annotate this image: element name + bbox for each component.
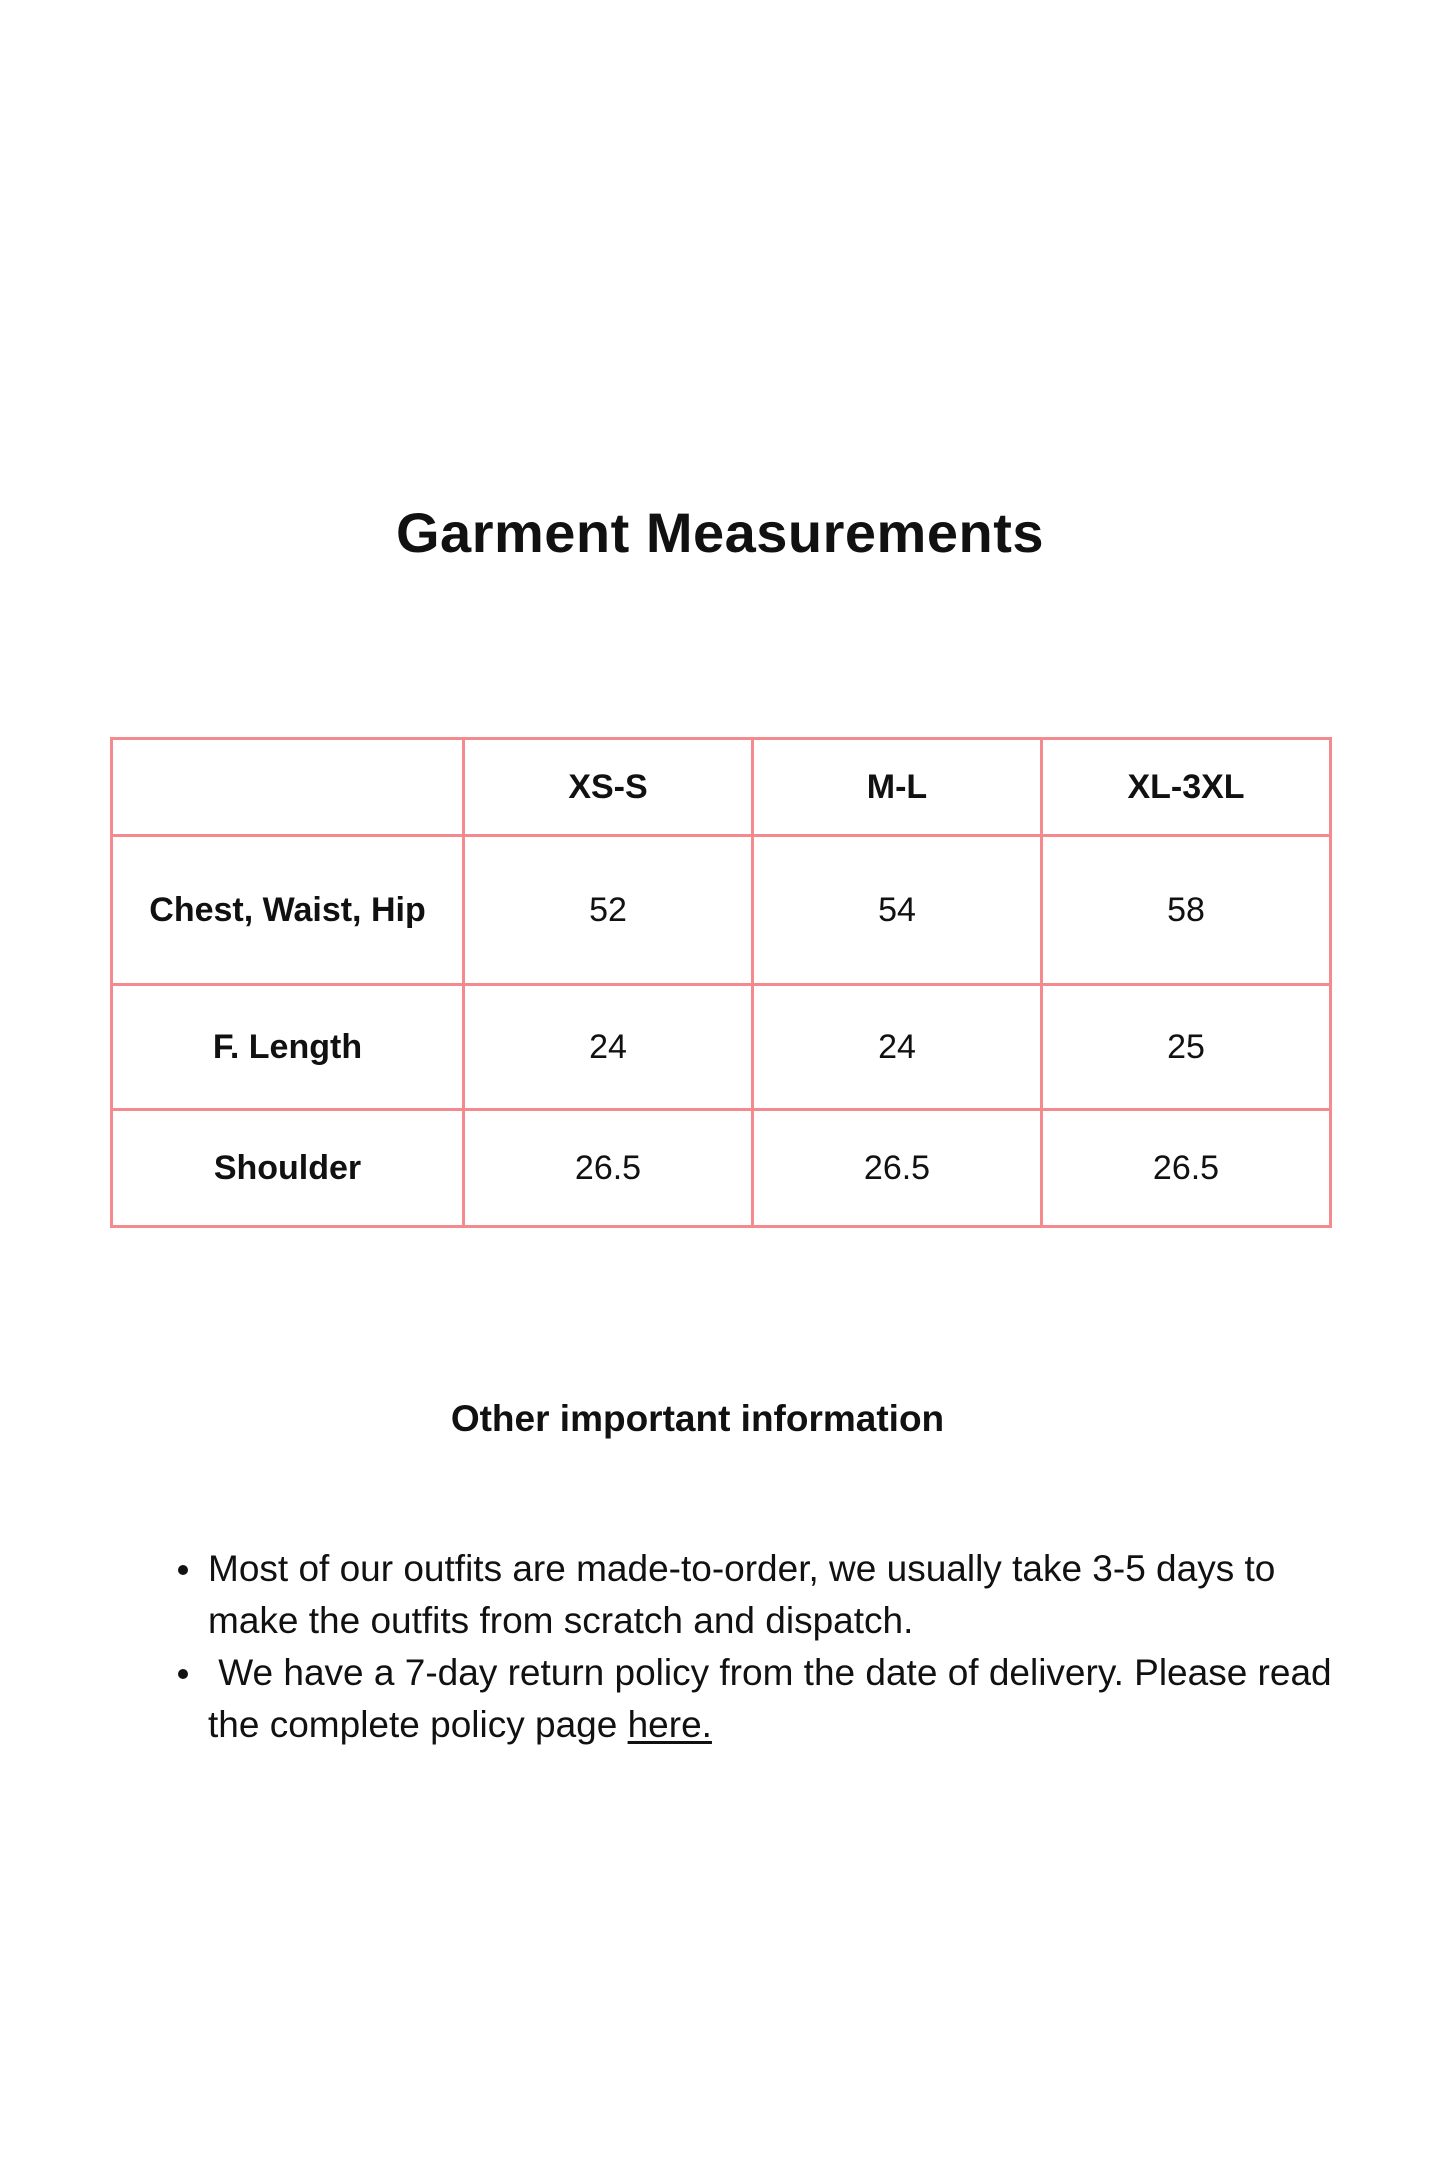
page-title: Garment Measurements [395, 501, 1044, 564]
table-cell: 26.5 [1042, 1110, 1331, 1227]
table-cell: 24 [464, 985, 753, 1110]
table-cell: 24 [753, 985, 1042, 1110]
info-heading: Other important information [450, 1398, 945, 1439]
row-label-f-length: F. Length [112, 985, 464, 1110]
row-label-chest-waist-hip: Chest, Waist, Hip [112, 836, 464, 985]
table-cell: 26.5 [753, 1110, 1042, 1227]
size-header-m-l: M-L [753, 739, 1042, 836]
info-item-text: We have a 7-day return policy from the date of delivery. Please read the complete policy page [208, 1652, 1342, 1745]
table-row [112, 1110, 1331, 1227]
table-cell: 25 [1042, 985, 1331, 1110]
bullet-icon [178, 1565, 188, 1575]
row-label-shoulder: Shoulder [112, 1110, 464, 1227]
info-list [171, 1543, 1348, 1751]
return-policy-link[interactable]: here. [627, 1704, 712, 1745]
bullet-icon [178, 1669, 188, 1679]
table-cell: 54 [753, 836, 1042, 985]
table-row [112, 836, 1331, 985]
size-header-xs-s: XS-S [464, 739, 753, 836]
table-cell: 26.5 [464, 1110, 753, 1227]
list-item [208, 1647, 1348, 1751]
table-row [112, 985, 1331, 1110]
table-cell: 58 [1042, 836, 1331, 985]
size-header-xl-3xl: XL-3XL [1042, 739, 1331, 836]
table-corner-cell [112, 739, 464, 836]
info-item-text: Most of our outfits are made-to-order, we usually take 3-5 days to make the outfits from scratch and dispatch. [208, 1548, 1276, 1641]
table-cell: 52 [464, 836, 753, 985]
table-header-row [112, 739, 1331, 836]
list-item [208, 1543, 1348, 1647]
measurement-table [110, 737, 1332, 1228]
